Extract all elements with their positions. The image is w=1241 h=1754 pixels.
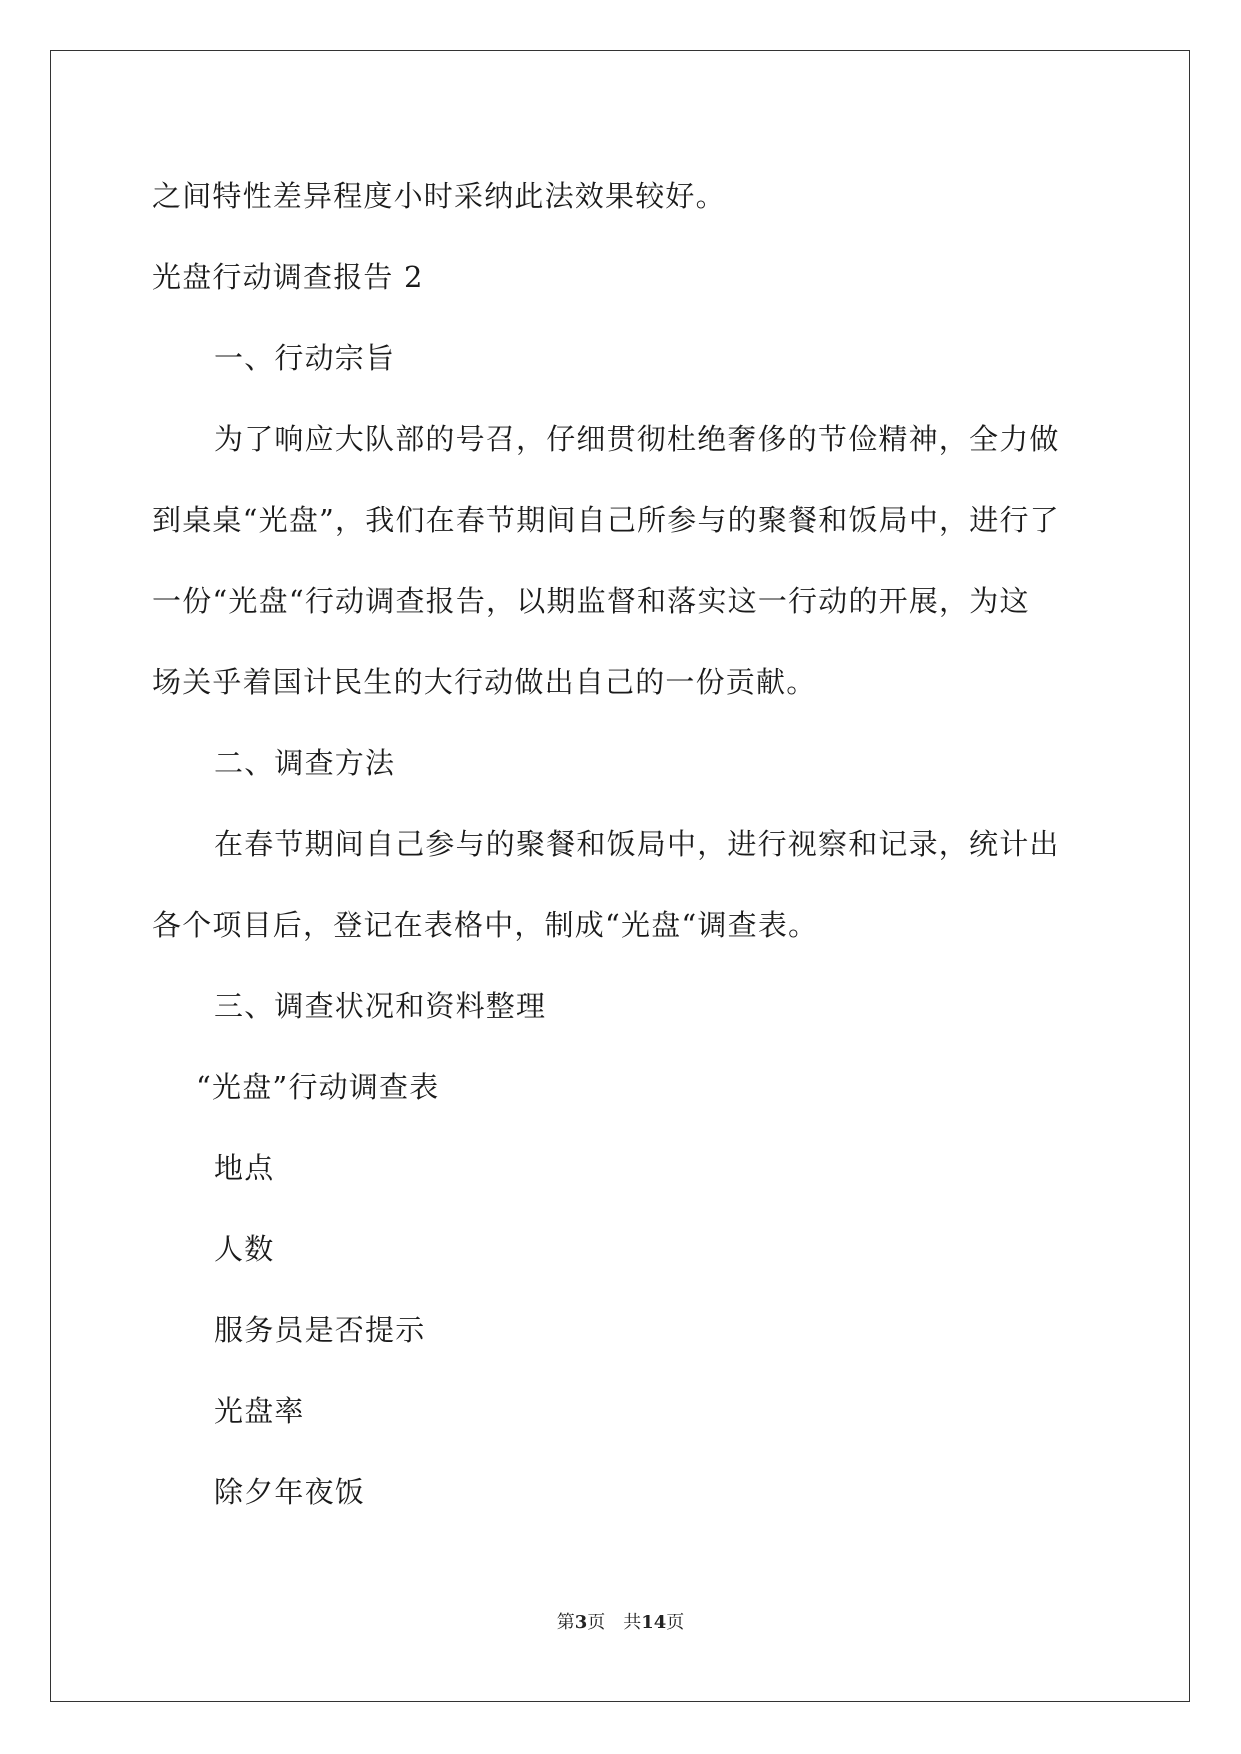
text-line: 到桌桌“光盘”，我们在春节期间自己所参与的聚餐和饭局中，进行了 <box>152 503 1060 537</box>
text-line: 一份“光盘“行动调查报告，以期监督和落实这一行动的开展，为这 <box>152 584 1030 618</box>
subsection-heading: 三、调查状况和资料整理 <box>214 989 547 1023</box>
subsection-heading: 二、调查方法 <box>214 746 396 780</box>
text-line: 在春节期间自己参与的聚餐和饭局中，进行视察和记录，统计出 <box>214 827 1060 861</box>
section-heading: 光盘行动调查报告 2 <box>152 260 424 294</box>
text-line: 各个项目后，登记在表格中，制成“光盘“调查表。 <box>152 908 819 942</box>
total-suffix: 页 <box>666 1612 685 1633</box>
table-field-label: 人数 <box>214 1232 275 1266</box>
table-field-label: 光盘率 <box>214 1394 305 1428</box>
page-footer <box>0 1608 1241 1634</box>
text-line: 之间特性差异程度小时采纳此法效果较好。 <box>152 179 726 213</box>
total-prefix: 共 <box>623 1612 642 1633</box>
text-line: 为了响应大队部的号召，仔细贯彻杜绝奢侈的节俭精神，全力做 <box>214 422 1060 456</box>
subsection-heading: 一、行动宗旨 <box>214 341 396 375</box>
page-prefix: 第 <box>556 1612 575 1633</box>
current-page-number: 3 <box>574 1612 588 1633</box>
document-body <box>152 156 1092 1533</box>
total-page-count: 14 <box>641 1612 667 1633</box>
table-title: “光盘”行动调查表 <box>196 1070 440 1104</box>
table-field-label: 服务员是否提示 <box>214 1313 426 1347</box>
table-field-label: 地点 <box>214 1151 275 1185</box>
text-line: 场关乎着国计民生的大行动做出自己的一份贡献。 <box>152 665 817 699</box>
page-suffix: 页 <box>587 1612 606 1633</box>
table-field-label: 除夕年夜饭 <box>214 1475 366 1509</box>
